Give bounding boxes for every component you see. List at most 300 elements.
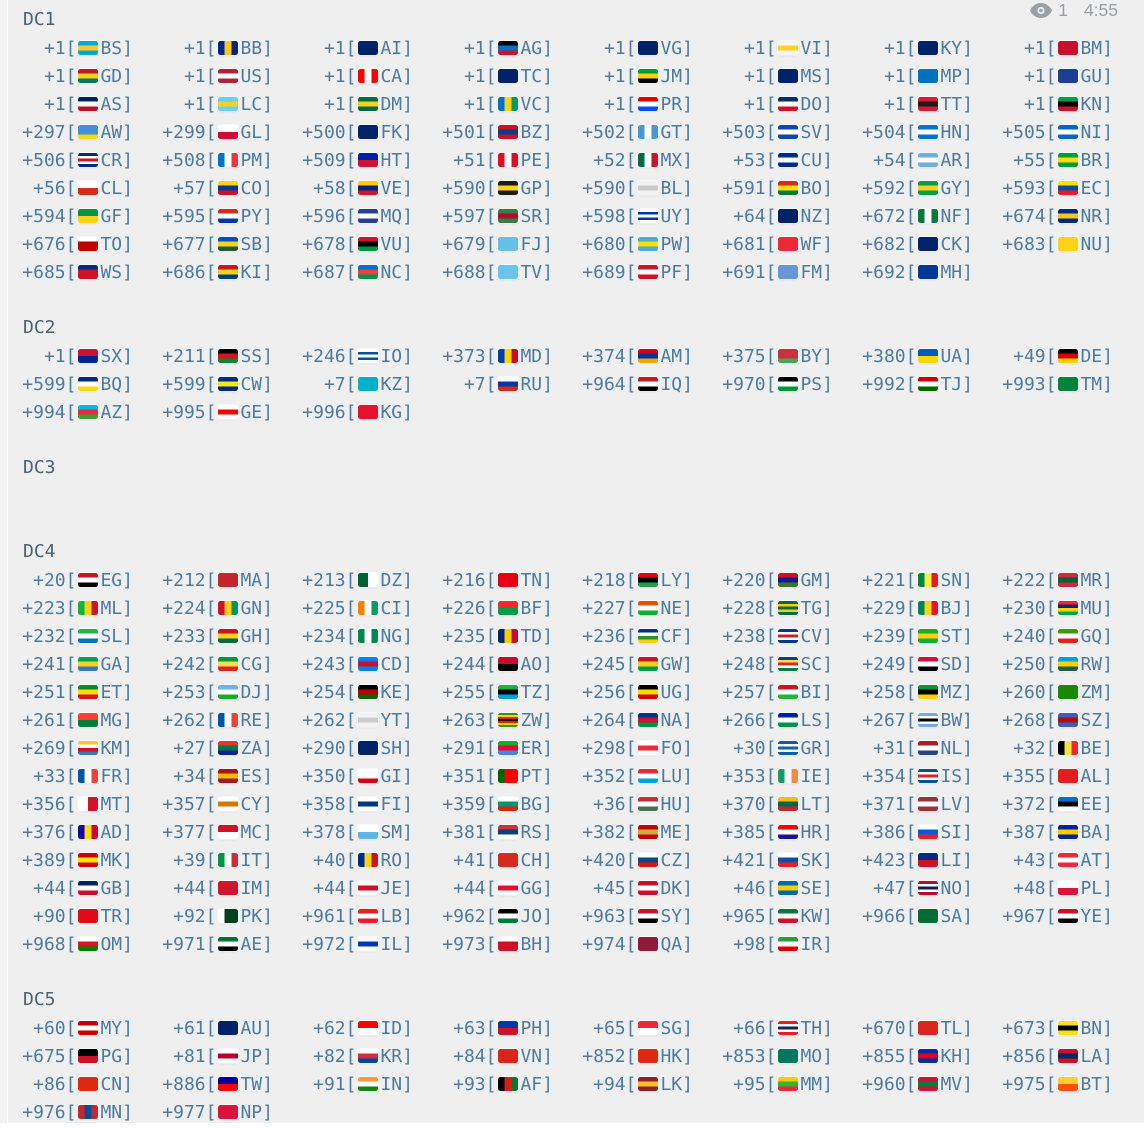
dial-code-entry[interactable] xyxy=(723,174,863,202)
dial-code-entry[interactable] xyxy=(863,1070,1003,1098)
dial-code-entry[interactable] xyxy=(1003,1070,1143,1098)
dial-code-entry[interactable] xyxy=(163,874,303,902)
open-bracket: [ xyxy=(205,737,217,759)
flag-ve-icon xyxy=(358,181,378,195)
dial-code-entry[interactable] xyxy=(583,650,723,678)
dial-code-entry[interactable] xyxy=(1003,734,1143,762)
dial-code-entry[interactable] xyxy=(23,566,163,594)
dial-code-entry[interactable] xyxy=(583,370,723,398)
dial-code-entry[interactable] xyxy=(303,734,443,762)
dial-code-entry[interactable] xyxy=(443,1070,583,1098)
dial-code-entry[interactable] xyxy=(163,398,303,426)
dial-code-entry[interactable] xyxy=(1003,762,1143,790)
dial-code-entry[interactable] xyxy=(23,398,163,426)
dial-code-entry[interactable] xyxy=(23,118,163,146)
dial-code-entry[interactable] xyxy=(443,762,583,790)
dial-code-entry[interactable] xyxy=(723,650,863,678)
dial-code-entry[interactable] xyxy=(583,762,723,790)
dial-code-entry[interactable] xyxy=(303,34,443,62)
close-bracket: ] xyxy=(402,849,413,871)
dial-code-entry[interactable] xyxy=(863,146,1003,174)
dial-code-entry[interactable] xyxy=(163,174,303,202)
dial-code-entry[interactable] xyxy=(443,846,583,874)
close-bracket: ] xyxy=(822,177,833,199)
dial-code: +261 xyxy=(22,709,66,731)
dial-code-entry[interactable] xyxy=(23,62,163,90)
flag-bf-icon xyxy=(498,601,518,615)
open-bracket: [ xyxy=(625,653,637,675)
dial-code-entry[interactable] xyxy=(583,734,723,762)
dial-code-entry[interactable] xyxy=(723,202,863,230)
close-bracket: ] xyxy=(262,793,273,815)
open-bracket: [ xyxy=(485,877,497,899)
country-code: CF xyxy=(660,625,683,647)
dial-code-entry[interactable] xyxy=(303,594,443,622)
country-code: MC xyxy=(240,821,263,843)
dial-code-entry[interactable] xyxy=(863,790,1003,818)
flag-tw-icon xyxy=(218,1077,238,1091)
dial-code-entry[interactable] xyxy=(163,1042,303,1070)
open-bracket: [ xyxy=(765,877,777,899)
close-bracket: ] xyxy=(1102,149,1113,171)
dial-code-entry[interactable] xyxy=(163,902,303,930)
dial-code-entry[interactable] xyxy=(863,762,1003,790)
dial-code-entry[interactable] xyxy=(23,790,163,818)
dial-code: +687 xyxy=(302,261,346,283)
dial-code-entry[interactable] xyxy=(723,90,863,118)
dial-code-entry[interactable] xyxy=(583,846,723,874)
flag-ph-icon xyxy=(498,1021,518,1035)
dial-code-entry[interactable] xyxy=(583,118,723,146)
dial-code-entry[interactable] xyxy=(1003,118,1143,146)
dial-code-entry[interactable] xyxy=(303,762,443,790)
dial-code-entry[interactable] xyxy=(1003,370,1143,398)
dial-code-entry[interactable] xyxy=(303,146,443,174)
dial-code-entry[interactable] xyxy=(583,62,723,90)
dial-code-entry[interactable] xyxy=(723,734,863,762)
dial-code-entry[interactable] xyxy=(723,594,863,622)
dial-code-entry[interactable] xyxy=(723,706,863,734)
dial-code-entry[interactable] xyxy=(443,594,583,622)
dial-code-entry[interactable] xyxy=(863,62,1003,90)
dial-code-entry[interactable] xyxy=(723,1070,863,1098)
dial-code: +598 xyxy=(582,205,626,227)
dial-code-entry[interactable] xyxy=(863,594,1003,622)
dial-code-entry[interactable] xyxy=(583,930,723,958)
dial-code: +94 xyxy=(593,1073,626,1095)
dial-code-entry[interactable] xyxy=(163,1014,303,1042)
dial-code-entry[interactable] xyxy=(863,1014,1003,1042)
dial-code-entry[interactable] xyxy=(1003,790,1143,818)
country-code: AO xyxy=(520,653,543,675)
dial-code-entry[interactable] xyxy=(863,902,1003,930)
dial-code-entry[interactable] xyxy=(863,342,1003,370)
dial-code-entry[interactable] xyxy=(163,342,303,370)
dial-code-entry[interactable] xyxy=(163,146,303,174)
dial-code-entry[interactable] xyxy=(23,230,163,258)
dial-code-entry[interactable] xyxy=(163,370,303,398)
open-bracket: [ xyxy=(765,765,777,787)
dial-code-entry[interactable] xyxy=(443,90,583,118)
section-header: DC5 xyxy=(23,989,56,1010)
dial-code-entry[interactable] xyxy=(863,118,1003,146)
dial-code-entry[interactable] xyxy=(443,230,583,258)
dial-code-entry[interactable] xyxy=(163,790,303,818)
dial-code-entry[interactable] xyxy=(583,1070,723,1098)
dial-code-entry[interactable] xyxy=(23,818,163,846)
dial-code: +227 xyxy=(582,597,626,619)
dial-code-entry[interactable] xyxy=(23,706,163,734)
dial-code-entry[interactable] xyxy=(583,622,723,650)
dial-code-entry[interactable] xyxy=(443,818,583,846)
dial-code-entry[interactable] xyxy=(1003,174,1143,202)
dial-code-entry[interactable] xyxy=(163,622,303,650)
open-bracket: [ xyxy=(485,1017,497,1039)
dial-code-entry[interactable] xyxy=(443,930,583,958)
dial-code-entry[interactable] xyxy=(163,650,303,678)
dial-code-entry[interactable] xyxy=(23,370,163,398)
dial-code-entry[interactable] xyxy=(163,34,303,62)
dial-code-entry[interactable] xyxy=(1003,706,1143,734)
dial-code-entry[interactable] xyxy=(303,342,443,370)
dial-code-entry[interactable] xyxy=(303,622,443,650)
country-code: FO xyxy=(660,737,683,759)
close-bracket: ] xyxy=(682,1073,693,1095)
dial-code-entry[interactable] xyxy=(863,34,1003,62)
dial-code-entry[interactable] xyxy=(303,1014,443,1042)
open-bracket: [ xyxy=(485,933,497,955)
dial-code-entry[interactable] xyxy=(23,930,163,958)
dial-code-entry[interactable] xyxy=(23,34,163,62)
dial-code-entry[interactable] xyxy=(583,202,723,230)
dial-code-entry[interactable] xyxy=(863,734,1003,762)
dial-code-entry[interactable] xyxy=(583,1042,723,1070)
country-code: EE xyxy=(1080,793,1103,815)
dial-code-entry[interactable] xyxy=(1003,622,1143,650)
dial-code-entry[interactable] xyxy=(163,90,303,118)
dial-code-entry[interactable] xyxy=(303,930,443,958)
dial-code-entry[interactable] xyxy=(723,622,863,650)
dial-code-entry[interactable] xyxy=(863,818,1003,846)
dial-code-entry[interactable] xyxy=(163,566,303,594)
dial-code-entry[interactable] xyxy=(23,1098,163,1126)
flag-vg-icon xyxy=(638,41,658,55)
dial-code: +242 xyxy=(162,653,206,675)
dial-code-entry[interactable] xyxy=(303,650,443,678)
dial-code-entry[interactable] xyxy=(723,118,863,146)
dial-code-entry[interactable] xyxy=(583,678,723,706)
dial-code-entry[interactable] xyxy=(863,622,1003,650)
dial-code-entry[interactable] xyxy=(303,1070,443,1098)
dial-code-entry[interactable] xyxy=(1003,1042,1143,1070)
dial-code-entry[interactable] xyxy=(303,846,443,874)
dial-code-entry[interactable] xyxy=(1003,650,1143,678)
open-bracket: [ xyxy=(765,1073,777,1095)
close-bracket: ] xyxy=(682,261,693,283)
dial-code-entry[interactable] xyxy=(863,90,1003,118)
dial-code-entry[interactable] xyxy=(863,650,1003,678)
dial-code-entry[interactable] xyxy=(303,370,443,398)
dial-code-entry[interactable] xyxy=(1003,90,1143,118)
dial-code-entry[interactable] xyxy=(163,258,303,286)
dial-code-entry[interactable] xyxy=(23,90,163,118)
dial-code-entry[interactable] xyxy=(443,174,583,202)
flag-de-icon xyxy=(1058,349,1078,363)
dial-code-entry[interactable] xyxy=(303,1042,443,1070)
close-bracket: ] xyxy=(122,401,133,423)
dial-code-entry[interactable] xyxy=(1003,594,1143,622)
dial-code-entry[interactable] xyxy=(23,146,163,174)
dial-code-entry[interactable] xyxy=(443,678,583,706)
dial-code-entry[interactable] xyxy=(23,1014,163,1042)
dial-code-entry[interactable] xyxy=(1003,146,1143,174)
dial-code-entry[interactable] xyxy=(583,230,723,258)
dial-code: +1 xyxy=(323,37,346,59)
flag-si-icon xyxy=(918,825,938,839)
dial-code-entry[interactable] xyxy=(443,118,583,146)
close-bracket: ] xyxy=(1102,177,1113,199)
dial-code: +60 xyxy=(33,1017,66,1039)
dial-code-entry[interactable] xyxy=(1003,1014,1143,1042)
dial-code-entry[interactable] xyxy=(863,846,1003,874)
dial-code-entry[interactable] xyxy=(163,118,303,146)
dial-code-entry[interactable] xyxy=(1003,62,1143,90)
dial-code: +673 xyxy=(1002,1017,1046,1039)
dial-code-entry[interactable] xyxy=(303,706,443,734)
dial-code-entry[interactable] xyxy=(723,258,863,286)
dial-code-entry[interactable] xyxy=(863,230,1003,258)
country-code: EG xyxy=(100,569,123,591)
dial-code-entry[interactable] xyxy=(303,62,443,90)
dial-code-entry[interactable] xyxy=(723,1042,863,1070)
dial-code: +267 xyxy=(862,709,906,731)
dial-code-entry[interactable] xyxy=(443,342,583,370)
dial-code-entry[interactable] xyxy=(583,258,723,286)
dial-code-entry[interactable] xyxy=(863,874,1003,902)
dial-code-entry[interactable] xyxy=(863,678,1003,706)
dial-code-entry[interactable] xyxy=(723,902,863,930)
dial-code-entry[interactable] xyxy=(863,174,1003,202)
close-bracket: ] xyxy=(262,569,273,591)
flag-ch-icon xyxy=(498,853,518,867)
dial-code-entry[interactable] xyxy=(1003,678,1143,706)
flag-np-icon xyxy=(218,1105,238,1119)
dial-code-entry[interactable] xyxy=(583,874,723,902)
dial-code-entry[interactable] xyxy=(303,398,443,426)
dial-code: +386 xyxy=(862,821,906,843)
dial-code-entry[interactable] xyxy=(23,342,163,370)
dial-code-entry[interactable] xyxy=(723,146,863,174)
dial-code-entry[interactable] xyxy=(443,370,583,398)
close-bracket: ] xyxy=(402,569,413,591)
dial-code-entry[interactable] xyxy=(303,90,443,118)
dial-code-entry[interactable] xyxy=(163,846,303,874)
dial-code-entry[interactable] xyxy=(443,902,583,930)
open-bracket: [ xyxy=(625,373,637,395)
dial-code-entry[interactable] xyxy=(23,762,163,790)
dial-code-entry[interactable] xyxy=(863,370,1003,398)
dial-code: +230 xyxy=(1002,597,1046,619)
dial-code-entry[interactable] xyxy=(1003,230,1143,258)
dial-code-entry[interactable] xyxy=(1003,202,1143,230)
dial-code-entry[interactable] xyxy=(723,790,863,818)
dial-code-entry[interactable] xyxy=(443,258,583,286)
close-bracket: ] xyxy=(262,597,273,619)
dial-code-entry[interactable] xyxy=(723,762,863,790)
open-bracket: [ xyxy=(625,793,637,815)
dial-code-entry[interactable] xyxy=(23,678,163,706)
dial-code-entry[interactable] xyxy=(723,230,863,258)
close-bracket: ] xyxy=(682,905,693,927)
open-bracket: [ xyxy=(205,1073,217,1095)
dial-code-entry[interactable] xyxy=(863,1042,1003,1070)
flag-us-icon xyxy=(218,69,238,83)
flag-mk-icon xyxy=(78,853,98,867)
dial-code-entry[interactable] xyxy=(443,62,583,90)
dial-code-entry[interactable] xyxy=(23,1042,163,1070)
dial-code-entry[interactable] xyxy=(23,174,163,202)
dial-code-entry[interactable] xyxy=(1003,34,1143,62)
dial-code-entry[interactable] xyxy=(303,818,443,846)
dial-code-entry[interactable] xyxy=(443,566,583,594)
dial-code-entry[interactable] xyxy=(1003,342,1143,370)
flag-pm-icon xyxy=(218,153,238,167)
dial-code-entry[interactable] xyxy=(1003,846,1143,874)
dial-code-entry[interactable] xyxy=(23,846,163,874)
dial-code-entry[interactable] xyxy=(583,34,723,62)
dial-code-entry[interactable] xyxy=(23,902,163,930)
dial-code-entry[interactable] xyxy=(723,62,863,90)
close-bracket: ] xyxy=(682,933,693,955)
dial-code-entry[interactable] xyxy=(303,118,443,146)
dial-code-entry[interactable] xyxy=(163,930,303,958)
dial-code-entry[interactable] xyxy=(303,258,443,286)
dial-code-entry[interactable] xyxy=(723,874,863,902)
dial-code-entry[interactable] xyxy=(723,370,863,398)
dial-code-entry[interactable] xyxy=(163,202,303,230)
open-bracket: [ xyxy=(65,121,77,143)
dial-code-entry[interactable] xyxy=(23,594,163,622)
dial-code-entry[interactable] xyxy=(303,566,443,594)
dial-code-entry[interactable] xyxy=(443,622,583,650)
dial-code: +1 xyxy=(463,93,486,115)
dial-code-entry[interactable] xyxy=(163,230,303,258)
dial-code-entry[interactable] xyxy=(303,902,443,930)
flag-eg-icon xyxy=(78,573,98,587)
dial-code-entry[interactable] xyxy=(303,874,443,902)
dial-code-entry[interactable] xyxy=(163,762,303,790)
country-code: MG xyxy=(100,709,123,731)
dial-code-entry[interactable] xyxy=(583,902,723,930)
dial-code-entry[interactable] xyxy=(23,734,163,762)
dial-code-entry[interactable] xyxy=(163,818,303,846)
country-code: JE xyxy=(380,877,403,899)
dial-code-entry[interactable] xyxy=(863,258,1003,286)
country-code: AG xyxy=(520,37,543,59)
dial-code-entry[interactable] xyxy=(723,1014,863,1042)
dial-code-entry[interactable] xyxy=(163,594,303,622)
dial-code-entry[interactable] xyxy=(23,258,163,286)
dial-code-entry[interactable] xyxy=(443,706,583,734)
dial-code-entry[interactable] xyxy=(583,594,723,622)
dial-code-entry[interactable] xyxy=(163,706,303,734)
open-bracket: [ xyxy=(1045,709,1057,731)
dial-code-entry[interactable] xyxy=(723,342,863,370)
country-code: SB xyxy=(240,233,263,255)
dial-code-entry[interactable] xyxy=(303,678,443,706)
dial-code-entry[interactable] xyxy=(303,230,443,258)
dial-code-entry[interactable] xyxy=(723,678,863,706)
open-bracket: [ xyxy=(65,65,77,87)
country-code: BH xyxy=(520,933,543,955)
dial-code-entry[interactable] xyxy=(443,790,583,818)
dial-code-entry[interactable] xyxy=(443,874,583,902)
dial-code-entry[interactable] xyxy=(443,1014,583,1042)
flag-bh-icon xyxy=(498,937,518,951)
country-code: GD xyxy=(100,65,123,87)
dial-code-entry[interactable] xyxy=(23,1070,163,1098)
dial-code-entry[interactable] xyxy=(303,790,443,818)
dial-code-entry[interactable] xyxy=(303,202,443,230)
dial-code-entry[interactable] xyxy=(723,846,863,874)
dial-code-entry[interactable] xyxy=(443,146,583,174)
dial-code-entry[interactable] xyxy=(23,622,163,650)
dial-code-entry[interactable] xyxy=(23,874,163,902)
dial-code-entry[interactable] xyxy=(1003,818,1143,846)
dial-code-entry[interactable] xyxy=(163,62,303,90)
dial-code-entry[interactable] xyxy=(723,818,863,846)
dial-code-entry[interactable] xyxy=(443,734,583,762)
dial-code-entry[interactable] xyxy=(23,650,163,678)
flag-ie-icon xyxy=(778,769,798,783)
dial-code-entry[interactable] xyxy=(583,146,723,174)
dial-code-entry[interactable] xyxy=(723,34,863,62)
dial-code-entry[interactable] xyxy=(863,706,1003,734)
close-bracket: ] xyxy=(682,653,693,675)
open-bracket: [ xyxy=(625,597,637,619)
dial-code-entry[interactable] xyxy=(1003,566,1143,594)
dial-code-entry[interactable] xyxy=(583,342,723,370)
dial-code-entry[interactable] xyxy=(1003,874,1143,902)
dial-code-entry[interactable] xyxy=(583,566,723,594)
flag-sl-icon xyxy=(78,629,98,643)
dial-code-entry[interactable] xyxy=(443,202,583,230)
dial-code-entry[interactable] xyxy=(583,1014,723,1042)
close-bracket: ] xyxy=(1102,737,1113,759)
dial-code-entry[interactable] xyxy=(23,202,163,230)
dial-code: +974 xyxy=(582,933,626,955)
dial-code-entry[interactable] xyxy=(583,790,723,818)
dial-code-entry[interactable] xyxy=(583,706,723,734)
dial-code-entry[interactable] xyxy=(583,174,723,202)
dial-code-entry[interactable] xyxy=(163,1070,303,1098)
dial-code-entry[interactable] xyxy=(303,174,443,202)
dial-code-entry[interactable] xyxy=(163,734,303,762)
flag-az-icon xyxy=(78,405,98,419)
dial-code-entry[interactable] xyxy=(723,566,863,594)
dial-code-entry[interactable] xyxy=(723,930,863,958)
dial-code-entry[interactable] xyxy=(1003,902,1143,930)
dial-code-entry[interactable] xyxy=(163,1098,303,1126)
dial-code-entry[interactable] xyxy=(443,650,583,678)
dial-code-entry[interactable] xyxy=(863,566,1003,594)
dial-code-entry[interactable] xyxy=(583,818,723,846)
dial-code-entry[interactable] xyxy=(163,678,303,706)
dial-code-entry[interactable] xyxy=(443,34,583,62)
dial-code-entry[interactable] xyxy=(583,90,723,118)
dial-code-entry[interactable] xyxy=(863,202,1003,230)
dial-code-entry[interactable] xyxy=(443,1042,583,1070)
